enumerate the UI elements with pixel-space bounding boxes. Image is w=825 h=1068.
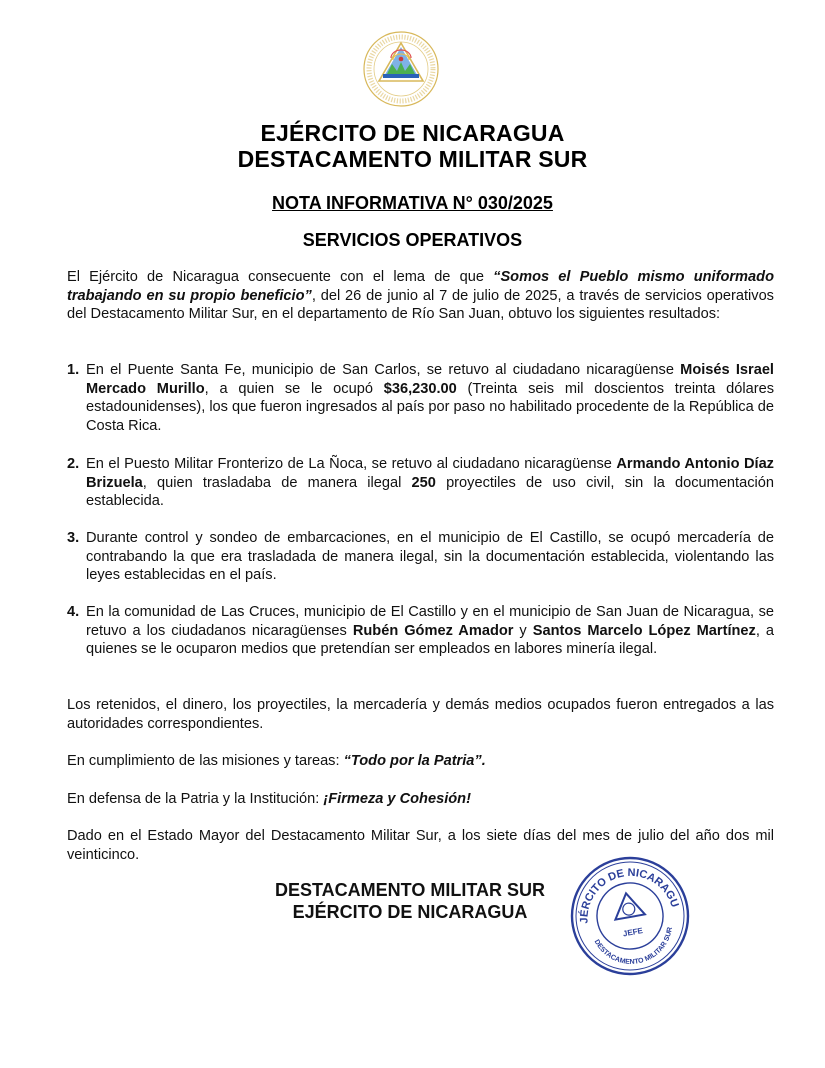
note-title: NOTA INFORMATIVA N° 030/2025 [272,193,553,213]
item-text: En el Puesto Militar Fronterizo de La Ñoca, se retuvo al ciudadano nicaragüense [86,456,617,472]
mission-motto: “Todo por la Patria”. [343,753,486,769]
item-text: y [513,622,533,639]
stamp-top-text: EJÉRCITO DE NICARAGUA [578,866,681,924]
intro-text: El Ejército de Nicaragua consecuente con el lema de que [67,269,494,285]
quantity-value: 250 [411,474,436,491]
defense-line [67,790,774,809]
intro-motto: “Somos el Pueblo mismo uniformado trabajando en su propio beneficio” [67,269,774,304]
intro-text-continued: , del 26 de junio al 7 de julio de 2025, a través de servicios operativos del Destacamento Militar Sur, en el departamento de Río San Juan, obtuvo los siguientes resultados: [67,287,774,323]
item-text: , a quienes se le ocuparon medios que pretendían ser empleados en labores minería ilegal. [86,622,774,658]
person-name: Santos Marcelo López Martínez [532,622,756,639]
list-item-number: 2. [67,456,80,472]
item-text: En el Puente Santa Fe, municipio de San Carlos, se retuvo al ciudadano nicaragüense [86,362,681,378]
list-item [67,603,774,659]
signature-organization: EJÉRCITO DE NICARAGUA [292,902,528,922]
defense-motto: ¡Firmeza y Cohesión! [323,791,471,807]
unit-name: DESTACAMENTO MILITAR SUR [237,146,588,172]
item-text: Durante control y sondeo de embarcaciones, en el municipio de El Castillo, se ocupó mercadería de contrabando la que era trasladada de manera ilegal, sin la documentación establecida, violentando las leyes establecidas en el país. [86,530,774,584]
item-text: , a quien se le ocupó [204,380,384,397]
intro-paragraph [67,268,774,324]
item-text: En la comunidad de Las Cruces, municipio de El Castillo y en el municipio de San Juan de Nicaragua, se retuvo a los ciudadanos nicaragüenses [86,604,774,639]
coat-of-arms-icon [358,29,444,109]
signature-unit: DESTACAMENTO MILITAR SUR [275,880,545,900]
amount-value: $36,230.00 [383,380,457,397]
closing-paragraph: Los retenidos, el dinero, los proyectiles, la mercadería y demás medios ocupados fueron entregados a las autoridades correspondientes. [67,697,774,732]
stamp-bottom-text: DESTACAMENTO MILITAR SUR [592,926,675,966]
person-name: Rubén Gómez Amador [352,622,514,639]
person-name: Moisés Israel Mercado Murillo [86,362,774,397]
mission-line [67,752,774,771]
date-paragraph: Dado en el Estado Mayor del Destacamento Militar Sur, a los siete días del mes de julio del año dos mil veinticinco. [67,828,774,863]
list-item-number: 1. [67,362,80,378]
list-item [67,361,774,435]
person-name: Armando Antonio Díaz Brizuela [86,456,774,491]
item-text: (Treinta seis mil doscientos treinta dólares estadounidenses), los que fueron ingresados al país por paso no habilitado procedente de la República de Costa Rica. [86,380,775,434]
organization-name: EJÉRCITO DE NICARAGUA [260,120,565,146]
list-item [67,455,774,511]
list-item-number: 4. [67,604,80,620]
list-item [67,529,774,585]
official-stamp-icon [565,853,695,979]
list-item-number: 3. [67,530,80,546]
defense-text: En defensa de la Patria y la Institución: [67,791,324,807]
item-text: proyectiles de uso civil, sin la documentación establecida. [86,474,774,510]
note-subtitle: SERVICIOS OPERATIVOS [302,230,523,250]
item-text: , quien trasladaba de manera ilegal [142,474,412,491]
stamp-center-text: JEFE [622,926,644,939]
mission-text: En cumplimiento de las misiones y tareas: [67,753,344,769]
